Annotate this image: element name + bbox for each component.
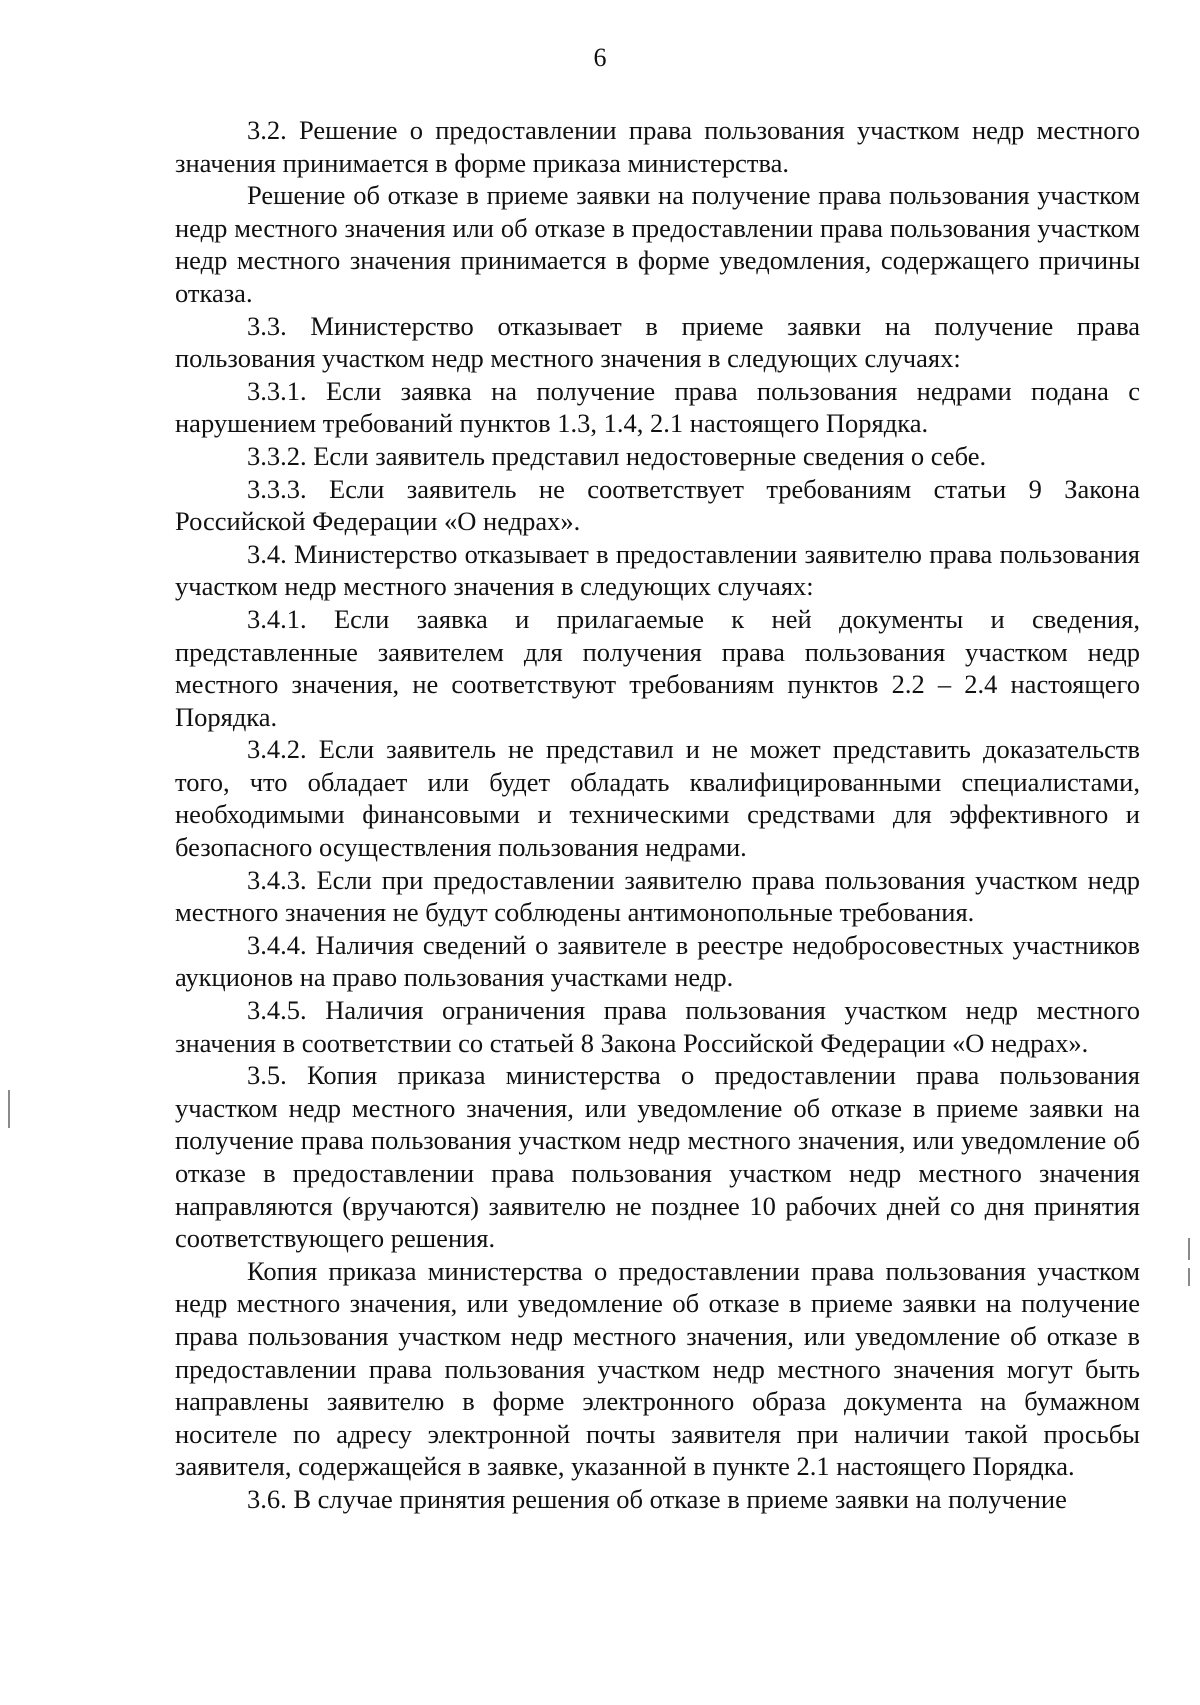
paragraph-3-4-1: 3.4.1. Если заявка и прилагаемые к ней документы и сведения, представленные заявителем для получения права пользования участком недр местного значения, не соответствуют требованиям пунктов 2.2 – 2.4 настоящего Порядка. <box>175 603 1140 732</box>
paragraph-3-2: 3.2. Решение о предоставлении права пользования участком недр местного значения принимается в форме приказа министерства. <box>175 115 1140 178</box>
paragraph-3-6: 3.6. В случае принятия решения об отказе в приеме заявки на получение <box>247 1483 1067 1514</box>
paragraph-3-4-5: 3.4.5. Наличия ограничения права пользования участком недр местного значения в соответствии со статьей 8 Закона Российской Федерации «О недрах». <box>175 995 1140 1058</box>
paragraph-3-4-3: 3.4.3. Если при предоставлении заявителю права пользования участком недр местного значения не будут соблюдены антимонопольные требования. <box>175 864 1140 928</box>
scan-artifact-right-1 <box>1188 1238 1190 1260</box>
document-body <box>175 114 1140 1516</box>
paragraph-3-5: 3.5. Копия приказа министерства о предоставлении права пользования участком недр местного значения, или уведомление об отказе в приеме заявки на получение права пользования участком недр местного значения, или уведомление об отказе в предоставлении права пользования участком недр местного значения направляются (вручаются) заявителю не позднее 10 рабочих дней со дня принятия соответствующего решения. <box>175 1060 1140 1254</box>
scan-artifact-right-2 <box>1188 1268 1190 1286</box>
paragraph-3-4: 3.4. Министерство отказывает в предоставлении заявителю права пользования участком недр местного значения в следующих случаях: <box>175 538 1140 602</box>
paragraph-copy-electronic: Копия приказа министерства о предоставлении права пользования участком недр местного значения, или уведомление об отказе в приеме заявки на получение права пользования участком недр местного значения, или уведомление об отказе в предоставлении права пользования участком недр местного значения могут быть направлены заявителю в форме электронного образа документа на бумажном носителе по адресу электронной почты заявителя при наличии такой просьбы заявителя, содержащейся в заявке, указанной в пункте 2.1 настоящего Порядка. <box>175 1255 1140 1482</box>
paragraph-3-3-3: 3.3.3. Если заявитель не соответствует требованиям статьи 9 Закона Российской Федерации «О недрах». <box>175 473 1140 537</box>
page-number: 6 <box>593 43 607 72</box>
paragraph-3-3-2: 3.3.2. Если заявитель представил недостоверные сведения о себе. <box>247 440 987 471</box>
paragraph-3-3-1: 3.3.1. Если заявка на получение права пользования недрами подана с нарушением требований пунктов 1.3, 1.4, 2.1 настоящего Порядка. <box>175 375 1140 439</box>
paragraph-3-4-4: 3.4.4. Наличия сведений о заявителе в реестре недобросовестных участников аукционов на право пользования участками недр. <box>175 929 1140 993</box>
paragraph-3-4-2: 3.4.2. Если заявитель не представил и не может представить доказательств того, что обладает или будет обладать квалифицированными специалистами, необходимыми финансовыми и техническими средствами для эффективного и безопасного осуществления пользования недрами. <box>175 734 1140 863</box>
paragraph-3-3: 3.3. Министерство отказывает в приеме заявки на получение права пользования участком недр местного значения в следующих случаях: <box>175 310 1140 374</box>
scan-artifact-left <box>8 1090 10 1128</box>
paragraph-refusal-decision: Решение об отказе в приеме заявки на получение права пользования участком недр местного значения или об отказе в предоставлении права пользования участком недр местного значения принимается в форме уведомления, содержащего причины отказа. <box>175 180 1140 308</box>
